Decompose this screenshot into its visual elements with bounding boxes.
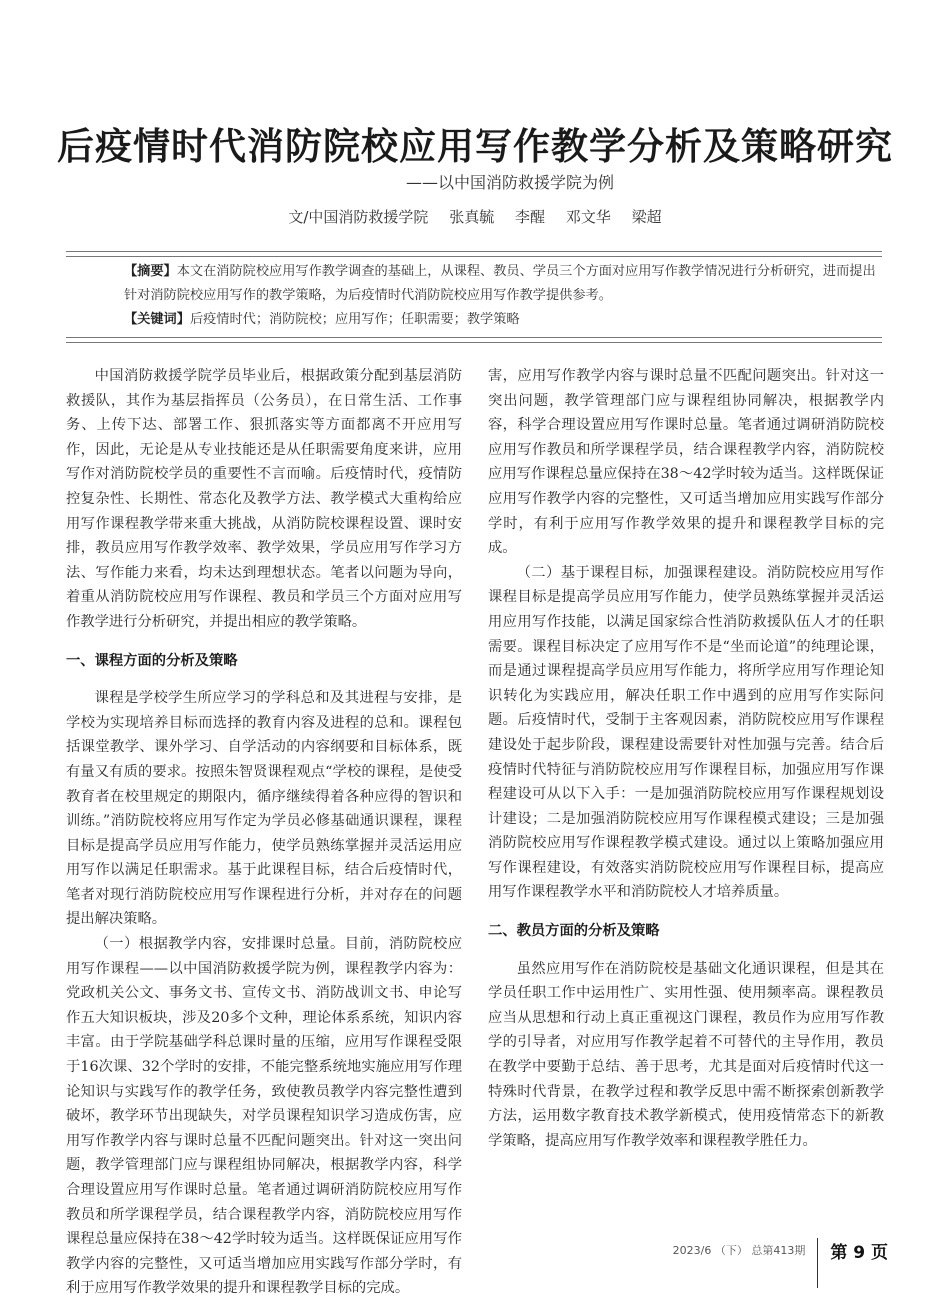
body-paragraph: 虽然应用写作在消防院校是基础文化通识课程，但是其在学员任职工作中运用性广、实用性强、使用频率高。课程教员应当从思想和行动上真正重视这门课程，教员作为应用写作教学的引导者，对应用写作教学起着不可替代的主导作用，教员在教学中要勤于总结、善于思考，尤其是面对后疫情时代这一特殊时代背景，在教学过程和教学反思中需不断探索创新教学方法，运用数字教育技术教学新模式，使用疫情常态下的新教学策略，提高应用写作教学效率和课程教学胜任力。 — [488, 960, 884, 1149]
keywords-paragraph — [66, 308, 882, 332]
footer-divider — [817, 1238, 818, 1288]
section-heading-teacher: 二、教员方面的分析及策略 — [488, 923, 660, 940]
divider-bottom-2 — [66, 342, 882, 343]
column-right — [488, 364, 884, 1153]
abstract-paragraph — [66, 260, 882, 308]
issue-info: 2023/6 （下） 总第413期 — [672, 1244, 806, 1257]
author-name: 张真毓 — [449, 208, 495, 226]
body-paragraph: 课程是学校学生所应学习的学科总和及其进程与安排，是学校为实现培养目标而选择的教育内容及进程的总和。课程包括课堂教学、课外学习、自学活动的内容纲要和目标体系，既有量又有质的要求。按照朱智贤课程观点“学校的课程，是使受教育者在校里规定的期限内，循序继续得着各种应得的智识和训练。”消防院校将应用写作定为学员必修基础通识课程，课程目标是提高学员应用写作能力，使学员熟练掌握并灵活运用应用写作以满足任职需求。基于此课程目标，结合后疫情时代，笔者对现行消防院校应用写作课程进行分析，并对存在的问题提出解决策略。 — [66, 690, 462, 928]
article-subtitle: ——以中国消防救援学院为例 — [405, 173, 614, 192]
abstract-text: 本文在消防院校应用写作教学调查的基础上，从课程、教员、学员三个方面对应用写作教学情况进行分析研究，进而提出针对消防院校应用写作的教学策略，为后疫情时代消防院校应用写作教学提供参考。 — [124, 264, 876, 303]
body-paragraph: （二）基于课程目标，加强课程建设。消防院校应用写作课程目标是提高学员应用写作能力，使学员熟练掌握并灵活运用应用写作技能，以满足国家综合性消防救援队伍人才的任职需要。课程目标决定了应用写作不是“坐而论道”的纯理论课，而是通过课程提高学员应用写作能力，将所学应用写作理论知识转化为实践应用，解决任职工作中遇到的应用写作实际问题。后疫情时代，受制于主客观因素，消防院校应用写作课程建设处于起步阶段，课程建设需要针对性加强与完善。结合后疫情时代特征与消防院校应用写作课程目标，加强应用写作课程建设可从以下入手：一是加强消防院校应用写作课程规划设计建设；二是加强消防院校应用写作课程模式建设；三是加强消防院校应用写作课程教学模式建设。通过以上策略加强应用写作课程建设，有效落实消防院校应用写作课程目标，提高应用写作课程教学水平和消防院校人才培养质量。 — [488, 564, 884, 901]
intro-paragraph: 中国消防救援学院学员毕业后，根据政策分配到基层消防救援队，其作为基层指挥员（公务员），在日常生活、工作事务、上传下达、部署工作、狠抓落实等方面都离不开应用写作，因此，无论是从专业技能还是从任职需要角度来讲，应用写作对消防院校学员的重要性不言而喻。后疫情时代，疫情防控复杂性、长期性、常态化及教学方法、教学模式大重构给应用写作课程教学带来重大挑战，从消防院校课程设置、课时安排，教员应用写作教学效率、教学效果，学员应用写作学习方法、写作能力来看，均未达到理想状态。笔者以问题为导向，着重从消防院校应用写作课程、教员和学员三个方面对应用写作教学进行分析研究，并提出相应的教学策略。 — [66, 368, 462, 630]
column-left — [66, 364, 462, 1297]
keywords-text: 后疫情时代；消防院校；应用写作；任职需要；教学策略 — [189, 312, 520, 327]
page-footer — [673, 1238, 888, 1262]
divider-bottom-1 — [66, 337, 882, 338]
divider-top-2 — [66, 256, 882, 257]
author-affiliation: 文/中国消防救援学院 — [288, 208, 429, 226]
author-name: 梁超 — [631, 208, 662, 226]
author-name: 李醒 — [515, 208, 546, 226]
author-name: 邓文华 — [565, 208, 611, 226]
keywords-label: 【关键词】 — [124, 312, 190, 327]
section-heading-course: 一、课程方面的分析及策略 — [66, 652, 238, 669]
page-number: 第 9 页 — [830, 1242, 888, 1263]
abstract-label: 【摘要】 — [124, 264, 177, 279]
divider-top-1 — [66, 251, 882, 252]
body-paragraph: （一）根据教学内容，安排课时总量。目前，消防院校应用写作课程——以中国消防救援学院为例，课程教学内容为：党政机关公文、事务文书、宣传文书、消防战训文书、申论写作五大知识板块，涉及20多个文种，理论体系系统，知识内容丰富。由于学院基础学科总课时量的压缩，应用写作课程受限于16次课、32个学时的安排，不能完整系统地实施应用写作理论知识与实践写作的教学任务，致使教员教学内容完整性遭到破坏，教学环节出现缺失，对学员课程知识学习造成伤害，应用写作教学内容与课时总量不匹配问题突出。针对这一突出问题，教学管理部门应与课程组协同解决，根据教学内容，科学合理设置应用写作课时总量。笔者通过调研消防院校应用写作教员和所学课程学员，结合课程教学内容，消防院校应用写作课程总量应保持在38～42学时较为适当。这样既保证应用写作教学内容的完整性，又可适当增加应用实践写作部分学时，有利于应用写作教学效果的提升和课程教学目标的完成。 — [66, 936, 462, 1297]
article-title: 后疫情时代消防院校应用写作教学分析及策略研究 — [57, 124, 893, 168]
abstract-block — [66, 260, 882, 332]
author-line — [0, 206, 950, 227]
body-paragraph-continued: 害，应用写作教学内容与课时总量不匹配问题突出。针对这一突出问题，教学管理部门应与课程组协同解决，根据教学内容，科学合理设置应用写作课时总量。笔者通过调研消防院校应用写作教员和所学课程学员，结合课程教学内容，消防院校应用写作课程总量应保持在38～42学时较为适当。这样既保证应用写作教学内容的完整性，又可适当增加应用实践写作部分学时，有利于应用写作教学效果的提升和课程教学目标的完成。 — [488, 368, 884, 557]
